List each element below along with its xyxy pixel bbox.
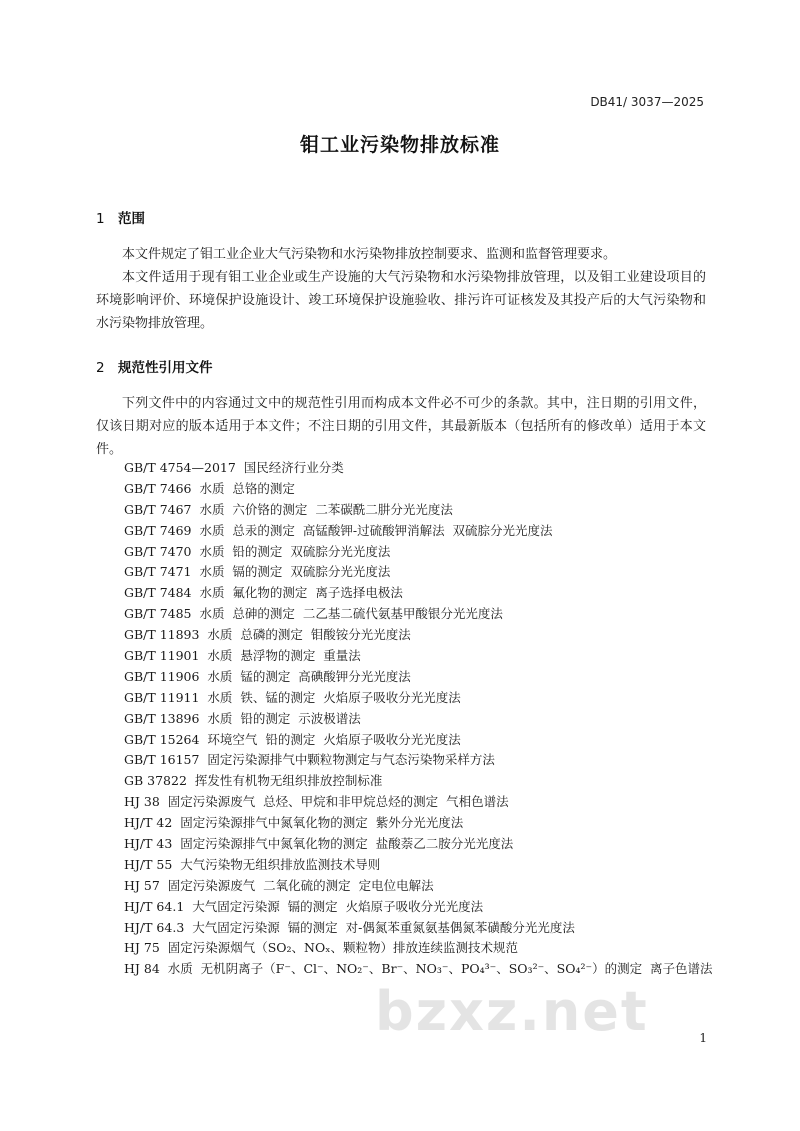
reference-item: HJ/T 64.3 大气固定污染源 镉的测定 对-偶氮苯重氮氨基偶氮苯磺酸分光光度法: [124, 919, 575, 935]
section-body-scope: [96, 243, 706, 335]
reference-item: HJ/T 42 固定污染源排气中氮氧化物的测定 紫外分光光度法: [124, 815, 464, 831]
reference-item: GB/T 11893 水质 总磷的测定 钼酸铵分光光度法: [124, 627, 411, 643]
paragraph: 本文件规定了钼工业企业大气污染物和水污染物排放控制要求、监测和监督管理要求。: [122, 247, 617, 262]
reference-item: GB/T 15264 环境空气 铅的测定 火焰原子吸收分光光度法: [124, 731, 461, 747]
reference-item: GB/T 16157 固定污染源排气中颗粒物测定与气态污染物采样方法: [124, 752, 495, 768]
reference-item: HJ 57 固定污染源废气 二氧化硫的测定 定电位电解法: [124, 877, 434, 893]
section-number: 1: [96, 211, 105, 227]
reference-item: GB/T 7469 水质 总汞的测定 高锰酸钾-过硫酸钾消解法 双硫腙分光光度法: [124, 522, 553, 538]
reference-item: GB 37822 挥发性有机物无组织排放控制标准: [124, 773, 383, 789]
reference-item: HJ 75 固定污染源烟气（SO₂、NOₓ、颗粒物）排放连续监测技术规范: [124, 940, 519, 956]
paragraph: 下列文件中的内容通过文中的规范性引用而构成本文件必不可少的条款。其中，注日期的引用文件，仅该日期对应的版本适用于本文件；不注日期的引用文件，其最新版本（包括所有的修改单）适用于本文件。: [96, 396, 706, 457]
reference-item: HJ 38 固定污染源废气 总烃、甲烷和非甲烷总烃的测定 气相色谱法: [124, 794, 509, 810]
reference-item: GB/T 11906 水质 锰的测定 高碘酸钾分光光度法: [124, 668, 411, 684]
document-code: DB41/ 3037—2025: [590, 95, 704, 109]
reference-item: HJ 84 水质 无机阴离子（F⁻、Cl⁻、NO₂⁻、Br⁻、NO₃⁻、PO₄³⁻、SO₃²⁻、SO₄²⁻）的测定 离子色谱法: [124, 961, 713, 977]
paragraph: 本文件适用于现有钼工业企业或生产设施的大气污染物和水污染物排放管理，以及钼工业建设项目的环境影响评价、环境保护设施设计、竣工环境保护设施验收、排污许可证核发及其投产后的大气污染物和水污染物排放管理。: [96, 270, 706, 331]
section-body-normative-references: [96, 392, 706, 461]
reference-list: [96, 458, 716, 980]
reference-item: GB/T 4754—2017 国民经济行业分类: [124, 460, 344, 475]
reference-item: GB/T 7466 水质 总铬的测定: [124, 480, 295, 496]
section-number: 2: [96, 360, 105, 376]
reference-item: GB/T 7471 水质 镉的测定 双硫腙分光光度法: [124, 564, 391, 580]
section-title: 范围: [118, 211, 145, 227]
section-heading-scope: [96, 207, 145, 227]
reference-item: GB/T 7484 水质 氟化物的测定 离子选择电极法: [124, 585, 403, 601]
section-heading-normative-references: [96, 356, 213, 376]
reference-item: GB/T 7485 水质 总砷的测定 二乙基二硫代氨基甲酸银分光光度法: [124, 606, 503, 622]
reference-item: GB/T 7467 水质 六价铬的测定 二苯碳酰二肼分光光度法: [124, 501, 453, 517]
reference-item: GB/T 13896 水质 铅的测定 示波极谱法: [124, 710, 361, 726]
reference-item: HJ/T 43 固定污染源排气中氮氧化物的测定 盐酸萘乙二胺分光光度法: [124, 836, 514, 852]
document-title: 钼工业污染物排放标准: [299, 134, 500, 156]
reference-item: HJ/T 64.1 大气固定污染源 镉的测定 火焰原子吸收分光光度法: [124, 898, 484, 914]
watermark: bzxz.net: [375, 980, 649, 1043]
reference-item: GB/T 11901 水质 悬浮物的测定 重量法: [124, 648, 361, 664]
section-title: 规范性引用文件: [118, 360, 213, 376]
page-number: 1: [699, 1031, 707, 1045]
reference-item: GB/T 7470 水质 铅的测定 双硫腙分光光度法: [124, 543, 391, 559]
reference-item: GB/T 11911 水质 铁、锰的测定 火焰原子吸收分光光度法: [124, 689, 461, 705]
reference-item: HJ/T 55 大气污染物无组织排放监测技术导则: [124, 856, 381, 872]
